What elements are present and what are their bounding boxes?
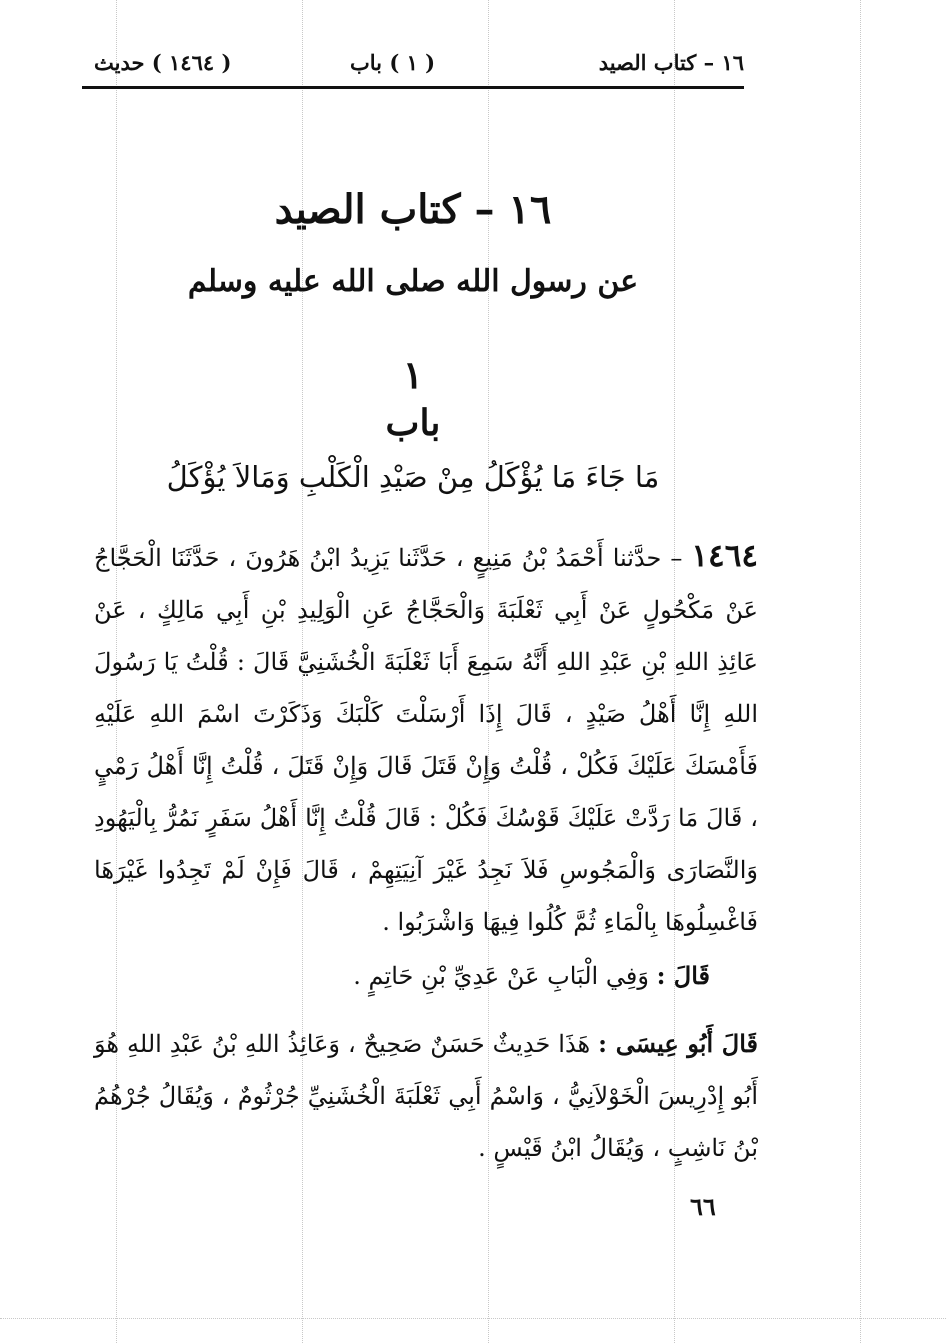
header-rule bbox=[82, 86, 744, 89]
header-chapter: ١٦ – كتاب الصيد bbox=[598, 50, 744, 75]
comment-text: هَذَا حَدِيثٌ حَسَنٌ صَحِيحٌ ، وَعَائِذُ اللهِ بْنُ عَبْدِ اللهِ هُوَ أَبُو إِدْرِيسَ الْخَوْلاَنِيُّ ، وَاسْمُ أَبِي ثَعْلَبَةَ الْخُشَنِيِّ جُرْثُومٌ ، وَيُقَالُ جُرْهُمُ بْنُ نَاشِبٍ ، وَيُقَالُ ابْنُ قَيْسٍ . bbox=[94, 1030, 758, 1162]
page-number: ٦٦ bbox=[690, 1192, 716, 1221]
note-text: وَفِي الْبَابِ عَنْ عَدِيِّ بْنِ حَاتِمٍ . bbox=[353, 962, 657, 990]
bab-number: ١ bbox=[402, 352, 424, 397]
bab-label: باب bbox=[385, 402, 441, 444]
header-bab: ( ١ ) باب bbox=[350, 50, 436, 75]
comment-paragraph bbox=[94, 1018, 758, 1174]
comment-lead: قَالَ أَبُو عِيسَى : bbox=[598, 1029, 759, 1058]
hadith-text: – حدَّثنا أَحْمَدُ بْنُ مَنِيعٍ ، حَدَّثَنا يَزِيدُ ابْنُ هَرُونَ ، حَدَّثَنَا الْحَجَّاجُ عَنْ مَكْحُولٍ عَنْ أَبِي ثَعْلَبَةَ وَالْحَجَّاجُ عَنِ الْوَلِيدِ بْنِ أَبِي مَالِكٍ ، عَنْ عَائِذِ اللهِ بْنِ عَبْدِ اللهِ أَنَّهُ سَمِعَ أَبَا ثَعْلَبَةَ الْخُشَنِيَّ قَالَ : قُلْتُ يَا رَسُولَ اللهِ إِنَّا أَهْلُ صَيْدٍ ، قَالَ إِذَا أَرْسَلْتَ كَلْبَكَ وَذَكَرْتَ اسْمَ اللهِ عَلَيْهِ فَأَمْسَكَ عَلَيْكَ فَكُلْ ، قُلْتُ وَإِنْ قَتَلَ قَالَ وَإِنْ قَتَلَ ، قُلْتُ إِنَّا أَهْلُ رَمْيٍ ، قَالَ مَا رَدَّتْ عَلَيْكَ قَوْسُكَ فَكُلْ : قَالَ قُلْتُ إِنَّا أَهْلُ سَفَرٍ نَمُرُّ بِالْيَهُودِ وَالنَّصَارَى وَالْمَجُوسِ فَلاَ نَجِدُ غَيْرَ آنِيَتِهِمْ ، قَالَ فَإِنْ لَمْ تَجِدُوا غَيْرَهَا فَاغْسِلُوهَا بِالْمَاءِ ثُمَّ كُلُوا فِيهَا وَاشْرَبُوا . bbox=[94, 544, 758, 936]
hadith-paragraph bbox=[94, 530, 758, 948]
bab-title: مَا جَاءَ مَا يُؤْكَلُ مِنْ صَيْدِ الْكَلْبِ وَمَالاَ يُؤْكَلُ bbox=[166, 460, 660, 494]
note-paragraph bbox=[94, 950, 758, 1002]
hadith-number: ١٤٦٤ bbox=[691, 538, 758, 574]
scan-guide-line bbox=[860, 0, 861, 1343]
scan-guide-line bbox=[0, 1318, 946, 1319]
header-hadith-number: ( ١٤٦٤ ) حديث bbox=[94, 50, 232, 75]
book-title: ١٦ – كتاب الصيد bbox=[274, 186, 552, 233]
hadith-body bbox=[94, 530, 758, 1174]
running-header bbox=[82, 44, 744, 88]
note-lead: قَالَ : bbox=[656, 961, 710, 990]
book-subtitle: عن رسول الله صلى الله عليه وسلم bbox=[187, 264, 639, 299]
